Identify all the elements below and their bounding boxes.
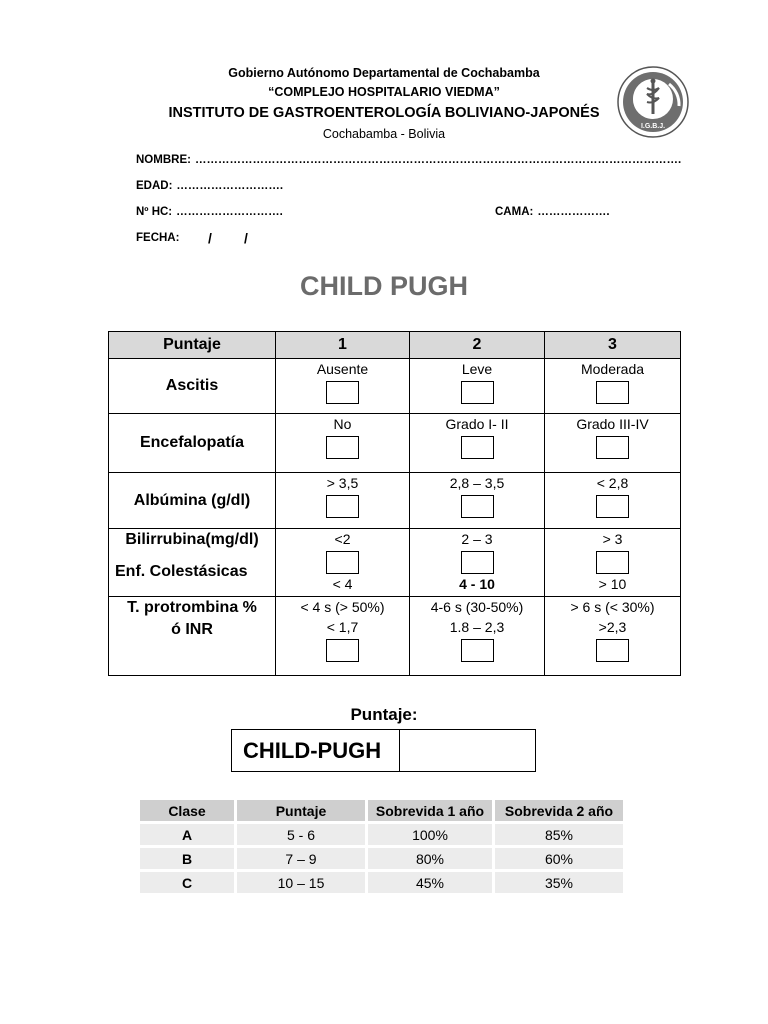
class-cell: A [140,824,234,845]
survival-1-cell: 45% [368,872,492,893]
bilirrubina-checkbox-2[interactable] [461,551,494,574]
classification-table [137,797,626,896]
nombre-field[interactable] [136,152,681,168]
fecha-label: FECHA: [136,232,180,244]
child-pugh-label: CHILD-PUGH [232,730,400,771]
hc-field[interactable] [136,204,283,220]
puntaje-label: Puntaje: [350,705,418,724]
encefalopatia-checkbox-2[interactable] [461,436,494,459]
albumina-option-1: > 3,5 [326,475,359,491]
bilirrubina-option-3: > 3 [602,531,623,547]
header-clase: Clase [140,800,234,821]
encefalopatia-option-3: Grado III-IV [576,416,649,432]
inr-option-3: >2,3 [598,619,627,635]
child-pugh-score-box [231,729,536,772]
colestasicas-option-3: > 10 [598,576,627,592]
table-row [140,848,623,869]
cama-label: CAMA: [495,206,534,218]
institute-logo [617,66,689,138]
bilirrubina-option-1: <2 [334,531,351,547]
hospital-name: “COMPLEJO HOSPITALARIO VIEDMA” [268,85,500,99]
score-cell: 5 - 6 [237,824,365,845]
protrombina-option-3: > 6 s (< 30%) [570,599,655,615]
edad-field[interactable] [136,178,283,194]
inr-label: ó INR [171,621,213,638]
cama-blank[interactable]: ………………. [537,206,610,218]
hc-blank[interactable]: ………………………. [176,206,283,218]
table-row [140,872,623,893]
protrombina-checkbox-2[interactable] [461,639,494,662]
header-sobrevida-1: Sobrevida 1 año [368,800,492,821]
encefalopatia-checkbox-3[interactable] [596,436,629,459]
encefalopatia-checkbox-1[interactable] [326,436,359,459]
survival-2-cell: 60% [495,848,623,869]
bilirrubina-checkbox-1[interactable] [326,551,359,574]
albumina-row [109,473,681,529]
colestasicas-option-1: < 4 [332,576,353,592]
ascitis-option-3: Moderada [580,361,645,377]
survival-2-cell: 35% [495,872,623,893]
protrombina-checkbox-3[interactable] [596,639,629,662]
colestasicas-label: Enf. Colestásicas [115,563,248,580]
government-name: Gobierno Autónomo Departamental de Cochabamba [228,66,540,80]
fecha-separator-2: / [244,230,248,246]
edad-blank[interactable]: ………………………. [176,180,284,192]
page-title: CHILD PUGH [300,271,468,301]
header-puntaje: Puntaje [237,800,365,821]
ascitis-label: Ascitis [109,359,276,414]
table-row [140,824,623,845]
albumina-checkbox-1[interactable] [326,495,359,518]
albumina-checkbox-3[interactable] [596,495,629,518]
fecha-separator-1: / [208,230,212,246]
albumina-option-3: < 2,8 [596,475,629,491]
albumina-option-2: 2,8 – 3,5 [449,475,505,491]
survival-1-cell: 80% [368,848,492,869]
header-3: 3 [545,332,681,359]
classification-header-row [140,800,623,821]
ascitis-option-2: Leve [461,361,493,377]
institute-name: INSTITUTO DE GASTROENTEROLOGÍA BOLIVIANO-JAPONÉS [168,105,600,121]
bilirrubina-checkbox-3[interactable] [596,551,629,574]
child-pugh-score-input[interactable] [400,730,535,771]
protrombina-row [109,597,681,676]
albumina-label: Albúmina (g/dl) [109,473,276,529]
edad-label: EDAD: [136,180,173,192]
protrombina-option-1: < 4 s (> 50%) [300,599,385,615]
score-cell: 10 – 15 [237,872,365,893]
cama-field[interactable] [495,204,610,220]
score-cell: 7 – 9 [237,848,365,869]
encefalopatia-label: Encefalopatía [109,414,276,473]
location: Cochabamba - Bolivia [322,127,446,141]
survival-2-cell: 85% [495,824,623,845]
nombre-label: NOMBRE: [136,154,191,166]
header-1: 1 [276,332,410,359]
svg-text:I.G.B.J.: I.G.B.J. [640,123,666,130]
ascitis-checkbox-3[interactable] [596,381,629,404]
inr-option-2: 1.8 – 2,3 [449,619,505,635]
encefalopatia-option-2: Grado I- II [445,416,509,432]
protrombina-checkbox-1[interactable] [326,639,359,662]
fecha-field[interactable] [136,230,248,246]
ascitis-option-1: Ausente [316,361,369,377]
bilirrubina-option-2: 2 – 3 [461,531,493,547]
inr-option-1: < 1,7 [326,619,359,635]
header-sobrevida-2: Sobrevida 2 año [495,800,623,821]
encefalopatia-row [109,414,681,473]
class-cell: C [140,872,234,893]
colestasicas-option-2: 4 - 10 [459,576,495,592]
bilirrubina-label: Bilirrubina(mg/dl) [125,531,259,548]
ascitis-checkbox-1[interactable] [326,381,359,404]
class-cell: B [140,848,234,869]
survival-1-cell: 100% [368,824,492,845]
table-header-row [109,332,681,359]
hc-label: Nº HC: [136,206,173,218]
protrombina-label: T. protrombina % [127,599,257,616]
protrombina-option-2: 4-6 s (30-50%) [430,599,524,615]
albumina-checkbox-2[interactable] [461,495,494,518]
header-2: 2 [410,332,545,359]
ascitis-checkbox-2[interactable] [461,381,494,404]
child-pugh-score-table [108,331,681,676]
bilirrubina-row [109,529,681,597]
encefalopatia-option-1: No [333,416,352,432]
nombre-blank[interactable]: ………………………………………………………………………………………………………………. [194,154,682,166]
header-puntaje: Puntaje [109,332,276,359]
ascitis-row [109,359,681,414]
